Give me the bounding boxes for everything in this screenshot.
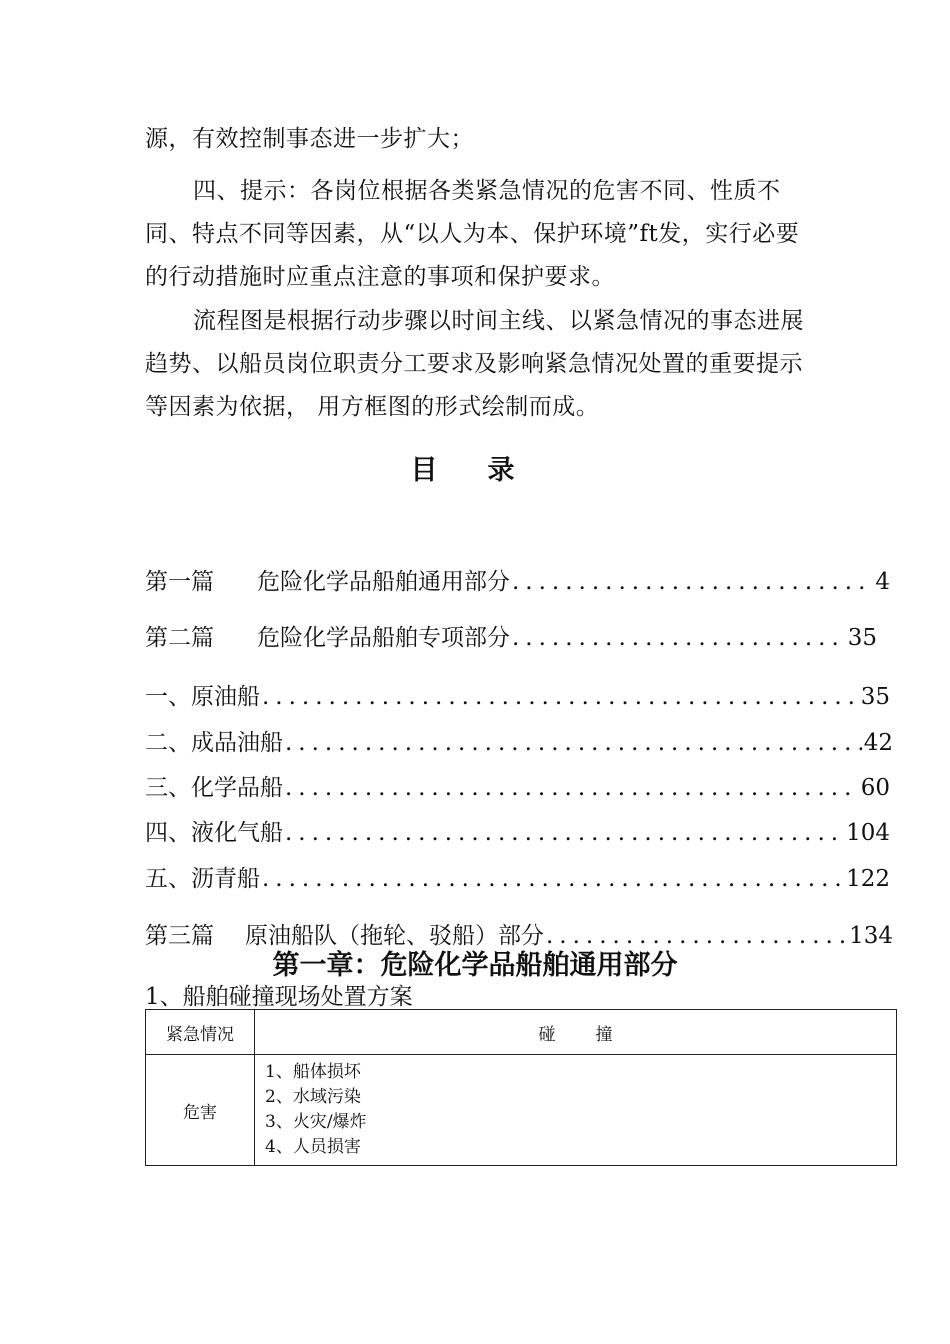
toc-entry-item-2[interactable]	[145, 724, 893, 758]
table-row	[146, 1055, 897, 1166]
toc-entry-label: 四、液化气船	[145, 820, 283, 846]
toc-leader-dots	[285, 730, 862, 756]
toc-title: 目录	[410, 455, 565, 486]
toc-page-number: 60	[860, 775, 890, 801]
toc-entry-label: 危险化学品船舶通用部分	[257, 569, 510, 595]
table-row-label: 危害	[146, 1055, 255, 1166]
toc-leader-dots	[285, 775, 859, 801]
toc-entry-item-3[interactable]	[145, 769, 890, 803]
toc-entry-label: 原油船队（拖轮、驳船）部分	[245, 923, 544, 949]
toc-entry-label: 危险化学品船舶专项部分	[257, 625, 510, 651]
toc-page-number: 35	[860, 684, 890, 710]
toc-page-number: 42	[863, 730, 893, 756]
paragraph-flowchart: 流程图是根据行动步骤以时间主线、以紧急情况的事态进展趋势、以船员岗位职责分工要求及影响紧急情况处置的重要提示等因素为依据， 用方框图的形式绘制而成。	[145, 308, 804, 420]
toc-part-prefix: 第二篇	[145, 625, 214, 651]
toc-page-number: 122	[846, 866, 890, 892]
toc-part-prefix: 第一篇	[145, 569, 214, 595]
toc-leader-dots	[262, 684, 859, 710]
toc-leader-dots	[546, 923, 847, 949]
table-header-cell: 紧急情况	[146, 1010, 255, 1055]
toc-leader-dots	[512, 569, 873, 595]
hazard-list	[255, 1055, 897, 1166]
list-item: 2、水域污染	[265, 1087, 361, 1107]
paragraph-tips: 四、提示：各岗位根据各类紧急情况的危害不同、性质不同、特点不同等因素，从“以人为本、保护环境”ft发，实行必要的行动措施时应重点注意的事项和保护要求。	[145, 178, 800, 290]
toc-page-number: 35	[847, 625, 877, 651]
toc-entry-item-5[interactable]	[145, 860, 890, 894]
toc-entry-label: 五、沥青船	[145, 866, 260, 892]
toc-leader-dots	[285, 820, 844, 846]
toc-leader-dots	[262, 866, 844, 892]
toc-entry-part-2[interactable]	[145, 619, 877, 653]
toc-leader-dots	[512, 625, 846, 651]
toc-entry-item-1[interactable]	[145, 678, 890, 712]
chapter-title: 第一章：危险化学品船舶通用部分	[272, 950, 678, 981]
toc-entry-label: 一、原油船	[145, 684, 260, 710]
list-item: 4、人员损害	[265, 1137, 361, 1157]
toc-entry-label: 二、成品油船	[145, 730, 283, 756]
table-header-cell: 碰撞	[255, 1010, 897, 1055]
toc-entry-item-4[interactable]	[145, 814, 890, 848]
list-item: 3、火灾/爆炸	[265, 1112, 367, 1132]
list-item: 1、船体损坏	[265, 1062, 361, 1082]
toc-entry-part-3[interactable]	[145, 917, 893, 951]
toc-page-number: 4	[875, 569, 890, 595]
paragraph-continuation: 源，有效控制事态进一步扩大；	[145, 126, 474, 152]
toc-entry-part-1[interactable]	[145, 563, 890, 597]
section-title: 1、船舶碰撞现场处置方案	[145, 984, 413, 1010]
toc-entry-label: 三、化学品船	[145, 775, 283, 801]
emergency-table	[145, 1009, 897, 1166]
toc-page-number: 104	[846, 820, 890, 846]
toc-page-number: 134	[849, 923, 893, 949]
table-header-row	[146, 1010, 897, 1055]
toc-part-prefix: 第三篇	[145, 923, 214, 949]
